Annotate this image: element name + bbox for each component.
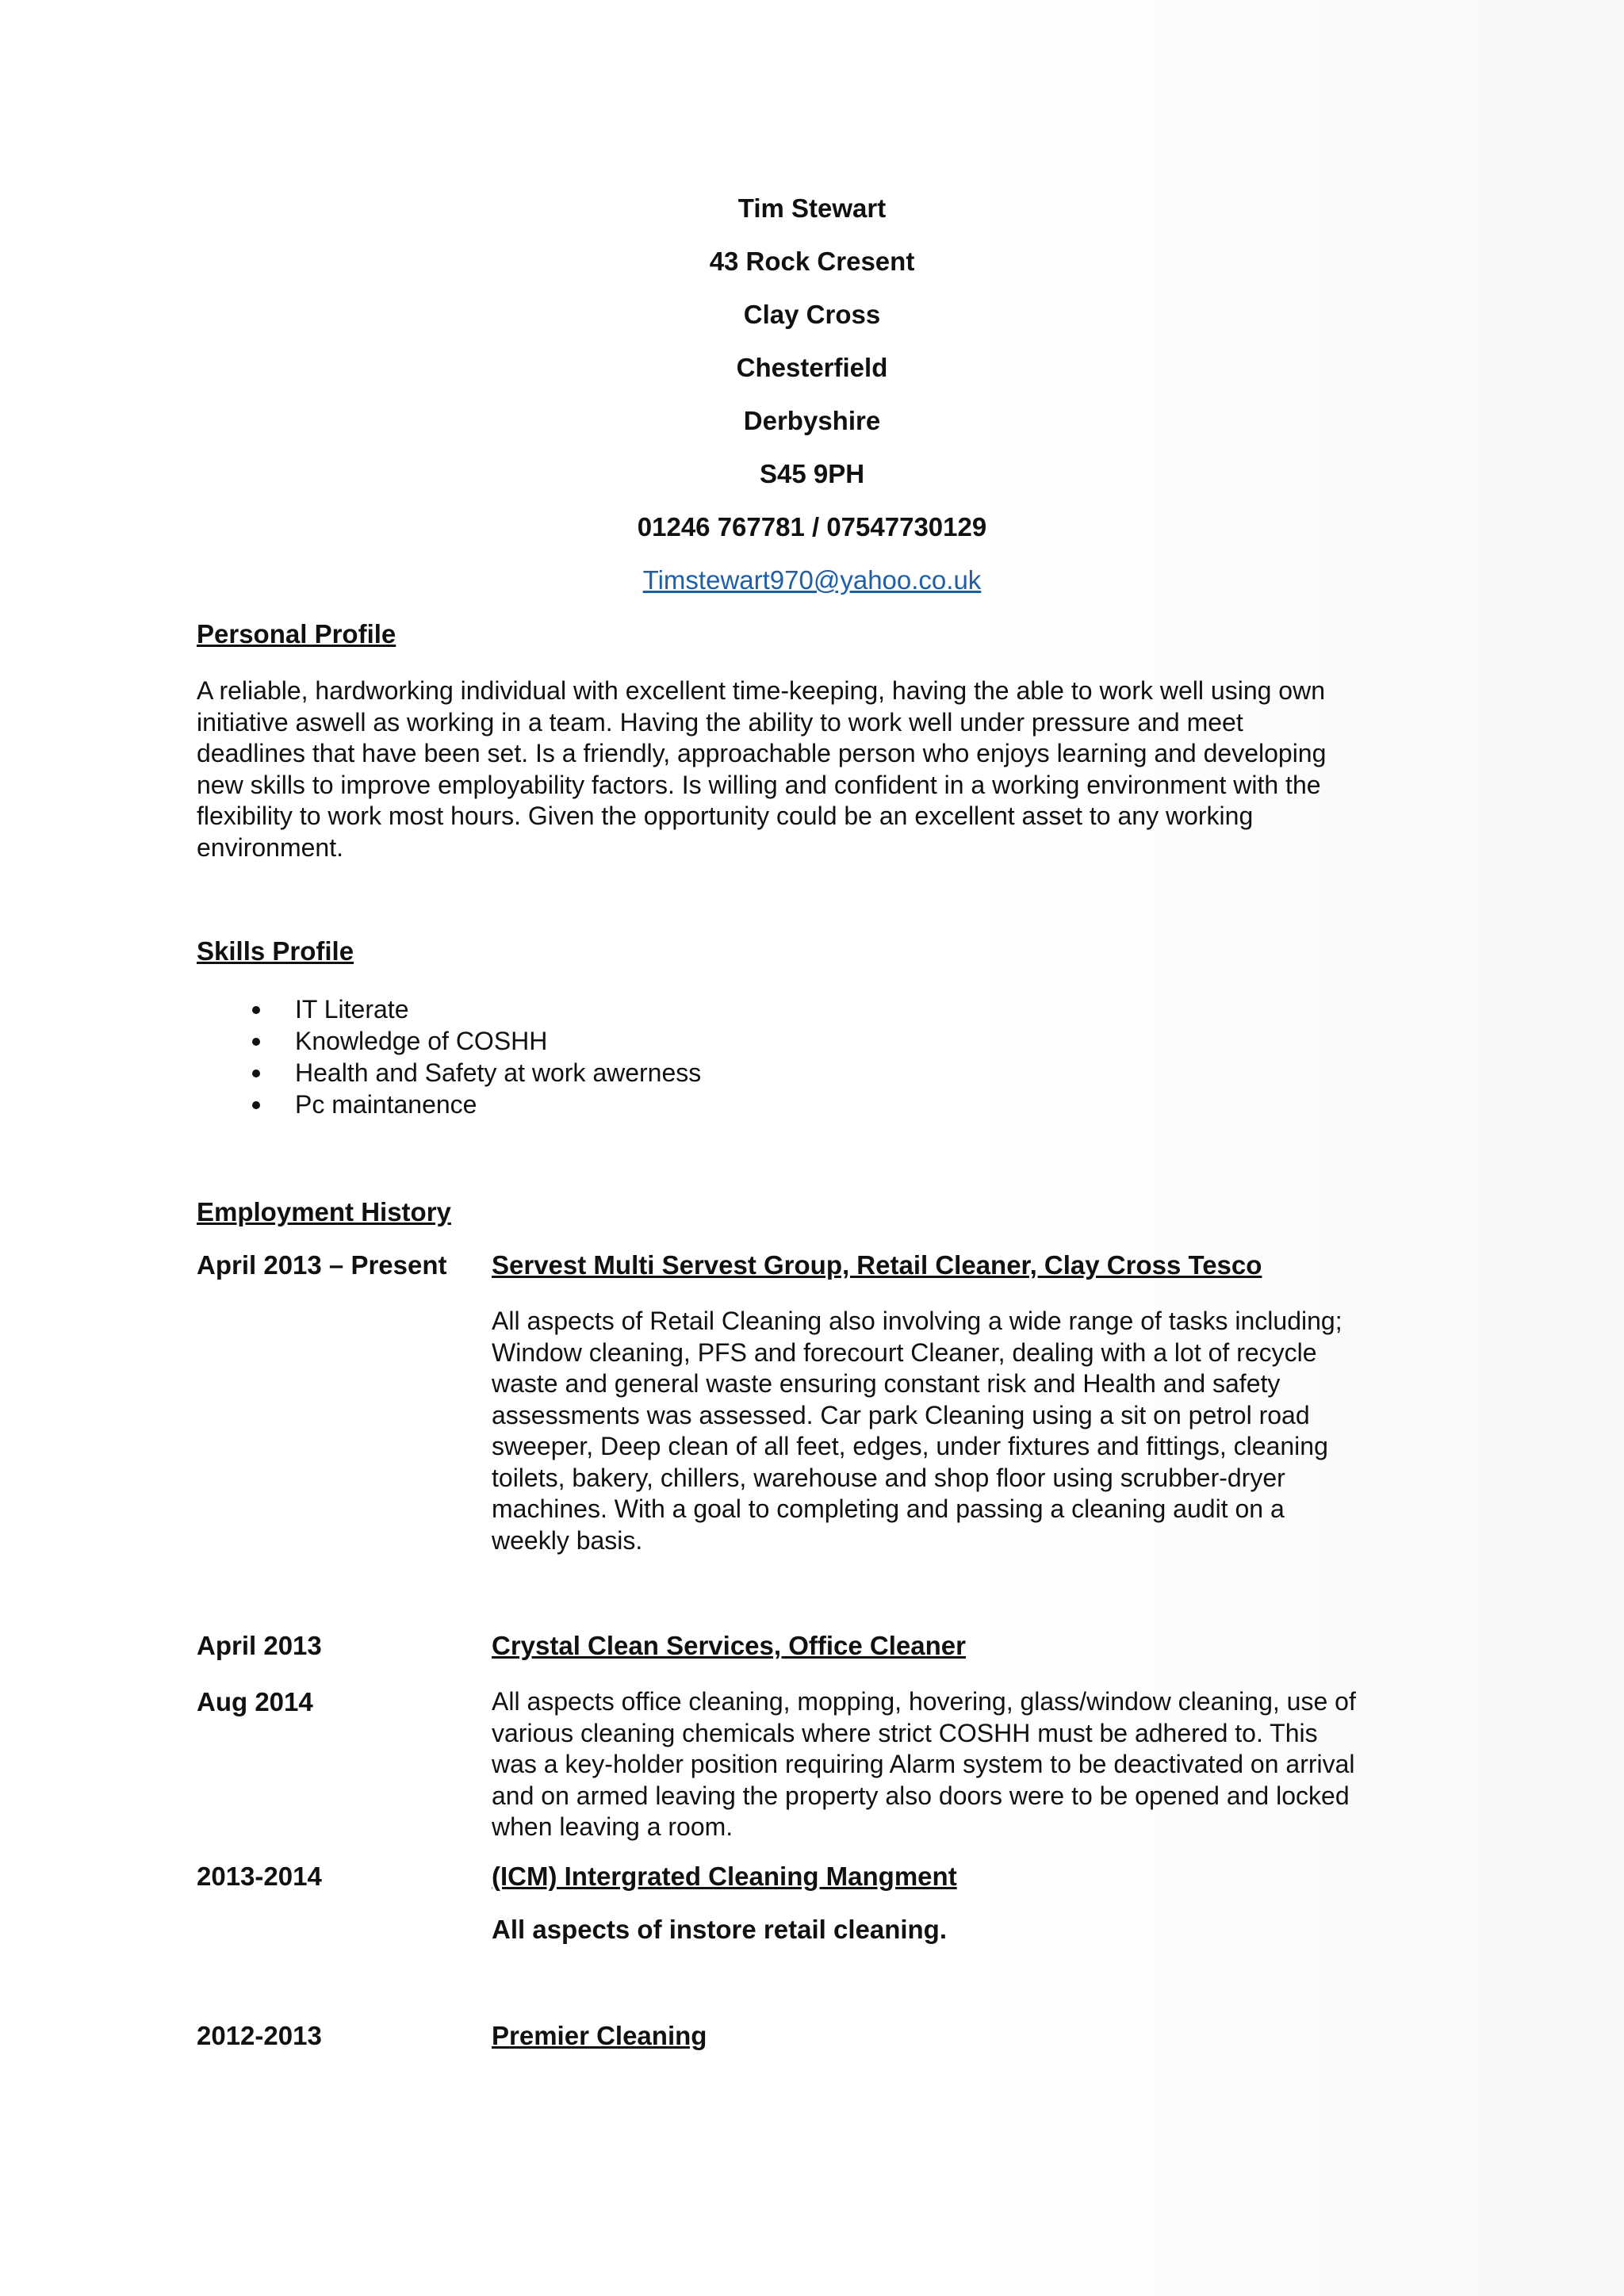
- job-line: was a key-holder position requiring Alarm system to be deactivated on arrival: [492, 1750, 1355, 1778]
- skills-profile-heading: Skills Profile: [197, 936, 354, 966]
- bullet-icon: [252, 1006, 260, 1014]
- profile-line: A reliable, hardworking individual with excellent time-keeping, having the able to work well using own: [197, 676, 1325, 705]
- personal-profile-text: [197, 675, 1410, 863]
- address-county: Derbyshire: [743, 406, 881, 435]
- job-line: sweeper, Deep clean of all feet, edges, under fixtures and fittings, cleaning: [492, 1432, 1328, 1460]
- job-end-date: Aug 2014: [197, 1687, 313, 1716]
- job-line: waste and general waste ensuring constant risk and Health and safety: [492, 1369, 1281, 1398]
- email-link[interactable]: Timstewart970@yahoo.co.uk: [642, 565, 982, 595]
- job-line: when leaving a room.: [492, 1812, 733, 1841]
- address-street: 43 Rock Cresent: [709, 247, 915, 276]
- job-line: Window cleaning, PFS and forecourt Cleaner, dealing with a lot of recycle: [492, 1337, 1317, 1367]
- bullet-icon: [252, 1101, 260, 1109]
- skill-label: IT Literate: [295, 995, 409, 1024]
- job-line: machines. With a goal to completing and passing a cleaning audit on a: [492, 1494, 1285, 1523]
- job-date: 2012-2013: [197, 2021, 322, 2050]
- job-title: (ICM) Intergrated Cleaning Mangment: [492, 1862, 957, 1891]
- job-line: All aspects office cleaning, mopping, hovering, glass/window cleaning, use of: [492, 1687, 1356, 1716]
- job-date: April 2013 – Present: [197, 1250, 447, 1280]
- job-line: various cleaning chemicals where strict COSHH must be adhered to. This: [492, 1718, 1318, 1747]
- profile-line: initiative aswell as working in a team. Having the ability to work well under pressure and meet: [197, 707, 1243, 737]
- personal-profile-heading: Personal Profile: [197, 619, 396, 649]
- job-line: assessments was assessed. Car park Cleaning using a sit on petrol road: [492, 1400, 1310, 1429]
- candidate-name: Tim Stewart: [737, 193, 887, 223]
- employment-history-heading: Employment History: [197, 1197, 451, 1226]
- skill-item: [197, 993, 701, 1025]
- address-postcode: S45 9PH: [759, 459, 865, 488]
- job-line: and on armed leaving the property also doors were to be opened and locked: [492, 1781, 1350, 1810]
- job-title: Servest Multi Servest Group, Retail Cleaner, Clay Cross Tesco: [492, 1250, 1262, 1280]
- address-city: Chesterfield: [736, 353, 888, 382]
- skill-item: [197, 1025, 701, 1057]
- phone-numbers: 01246 767781 / 07547730129: [637, 512, 987, 541]
- job-line: All aspects of Retail Cleaning also involving a wide range of tasks including;: [492, 1307, 1342, 1335]
- skill-label: Knowledge of COSHH: [295, 1027, 548, 1055]
- skills-list: [197, 993, 701, 1120]
- job-date: 2013-2014: [197, 1862, 322, 1891]
- job-description: [492, 1686, 1419, 1843]
- job-summary: All aspects of instore retail cleaning.: [492, 1915, 948, 1944]
- skill-label: Health and Safety at work awerness: [295, 1058, 702, 1087]
- job-description: [492, 1306, 1404, 1556]
- profile-line: environment.: [197, 832, 343, 862]
- job-title: Crystal Clean Services, Office Cleaner: [492, 1631, 966, 1660]
- skill-label: Pc maintanence: [295, 1090, 477, 1119]
- profile-line: deadlines that have been set. Is a friendly, approachable person who enjoys learning and developing: [197, 739, 1327, 767]
- job-title: Premier Cleaning: [492, 2021, 707, 2050]
- email-row: [0, 564, 1624, 596]
- profile-line: flexibility to work most hours. Given the opportunity could be an excellent asset to any working: [197, 802, 1254, 830]
- job-line: toilets, bakery, chillers, warehouse and shop floor using scrubber-dryer: [492, 1463, 1285, 1492]
- job-date: April 2013: [197, 1631, 322, 1660]
- bullet-icon: [252, 1038, 260, 1046]
- skill-item: [197, 1057, 701, 1089]
- profile-line: new skills to improve employability factors. Is willing and confident in a working environment with the: [197, 770, 1321, 799]
- skill-item: [197, 1089, 701, 1120]
- job-line: weekly basis.: [492, 1525, 643, 1555]
- address-town: Clay Cross: [743, 300, 881, 329]
- bullet-icon: [252, 1070, 260, 1077]
